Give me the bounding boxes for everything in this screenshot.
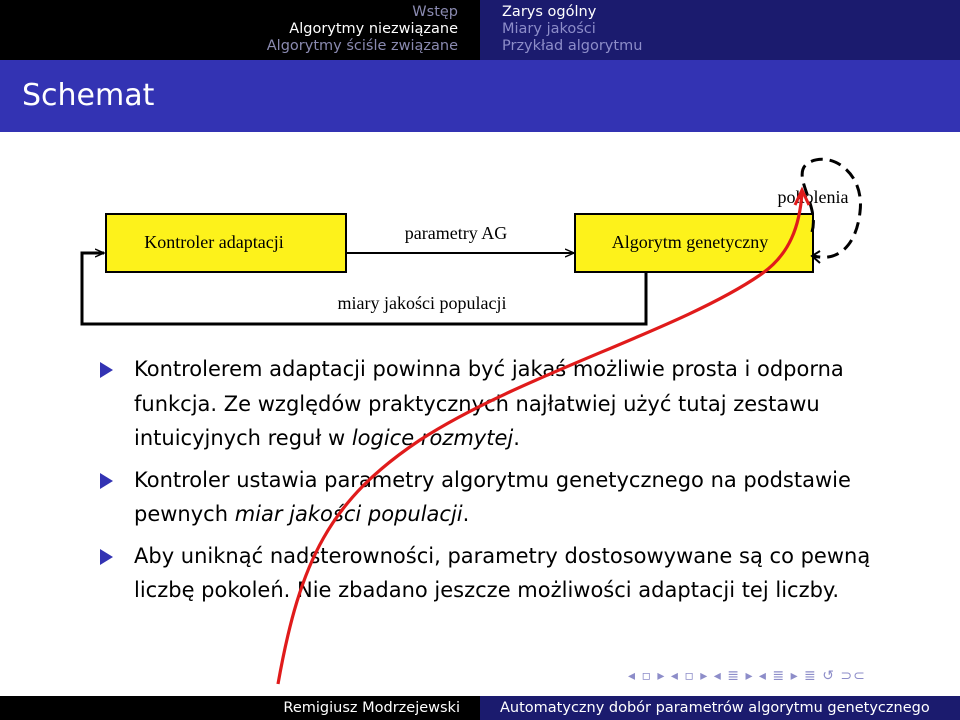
bullet-text: Kontroler ustawia parametry algorytmu genetycznego na podstawie pewnych bbox=[134, 467, 851, 526]
controller-box-label: Kontroler adaptacji bbox=[144, 232, 284, 252]
generations-label: pokolenia bbox=[777, 187, 849, 207]
nav-link-algorytmy-niezwiazane[interactable]: Algorytmy niezwiązane bbox=[289, 21, 458, 37]
footer-author: Remigiusz Modrzejewski bbox=[0, 696, 480, 720]
bullet-text: Aby uniknąć nadsterowności, parametry dostosowywane są co pewną liczbę pokoleń. Nie zbadano jeszcze możliwości adaptacji tej liczby. bbox=[134, 543, 871, 602]
footer bbox=[0, 696, 960, 720]
nav-link-algorytmy-scisle-zwiazane[interactable]: Algorytmy ściśle związane bbox=[266, 38, 458, 54]
bullet-emphasis: miar jakości populacji bbox=[234, 502, 463, 526]
nav-link-miary-jakosci[interactable]: Miary jakości bbox=[502, 21, 596, 37]
bullet-text: Kontrolerem adaptacji powinna być jakaś możliwie prosta i odporna funkcja. Ze względów praktycznych najłatwiej użyć tutaj zestawu intuicyjnych reguł w bbox=[134, 357, 844, 450]
nav-link-zarys-ogolny[interactable]: Zarys ogólny bbox=[502, 4, 597, 20]
bullet-list bbox=[100, 352, 880, 615]
beamer-navigation-symbols[interactable]: ◂ ▫ ▸ ◂ ▫ ▸ ◂ ≣ ▸ ◂ ≣ ▸ ≣ ↺ ⊃⊂ bbox=[628, 668, 866, 684]
footer-talk-title: Automatyczny dobór parametrów algorytmu genetycznego bbox=[480, 696, 960, 720]
top-navigation bbox=[0, 0, 960, 60]
bullet-triangle-icon bbox=[100, 549, 113, 565]
parameters-arrow-label: parametry AG bbox=[404, 223, 508, 243]
bullet-triangle-icon bbox=[100, 473, 113, 489]
nav-sections-left bbox=[0, 0, 480, 60]
nav-link-przyklad-algorytmu[interactable]: Przykład algorytmu bbox=[502, 38, 643, 54]
bullet-triangle-icon bbox=[100, 362, 113, 378]
nav-subsections-right bbox=[480, 0, 960, 60]
bullet-item: Kontroler ustawia parametry algorytmu genetycznego na podstawie pewnych miar jakości populacji. bbox=[100, 463, 880, 532]
frame-title: Schemat bbox=[22, 78, 155, 113]
bullet-item: Kontrolerem adaptacji powinna być jakaś możliwie prosta i odporna funkcja. Ze względów praktycznych najłatwiej użyć tutaj zestawu intuicyjnych reguł w logice rozmytej. bbox=[100, 352, 880, 456]
frame-title-bar bbox=[0, 60, 960, 132]
bullet-emphasis: logice rozmytej bbox=[351, 426, 514, 450]
adaptation-diagram bbox=[0, 132, 960, 347]
nav-link-wstep[interactable]: Wstęp bbox=[412, 4, 458, 20]
genetic-algorithm-box-label: Algorytm genetyczny bbox=[611, 232, 769, 252]
bullet-item bbox=[100, 539, 880, 608]
feedback-arrow-label: miary jakości populacji bbox=[337, 293, 507, 313]
